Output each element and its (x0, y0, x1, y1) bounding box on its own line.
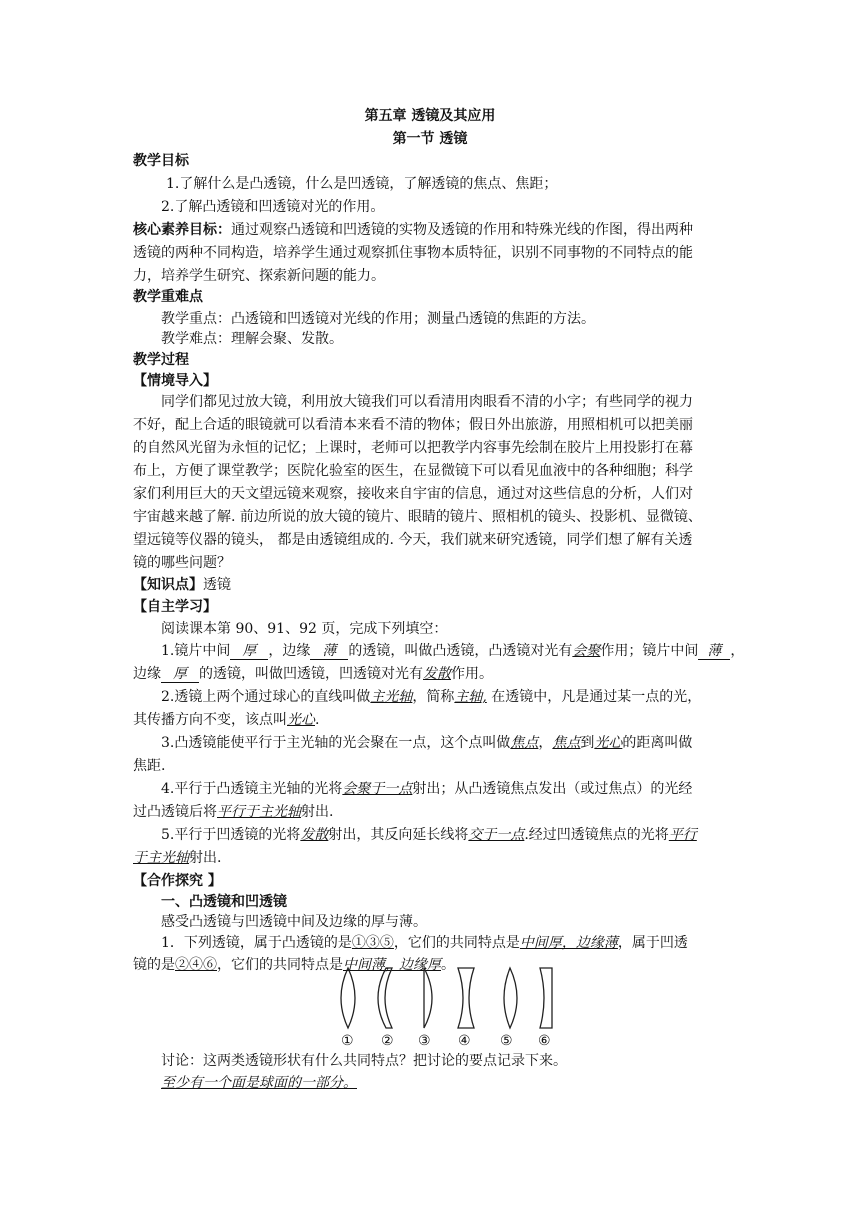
cq1-text-c: ，属于凹透 (617, 935, 688, 951)
keypoints-heading: 教学重难点 (133, 289, 203, 305)
lens-6-plano-concave (540, 968, 552, 1028)
q2-text-a: 2.透镜上两个通过球心的直线叫做 (161, 689, 371, 705)
knowledge-text: 透镜 (203, 577, 231, 593)
intro-line-6: 宇宙越来越了解. 前边所说的放大镜的镜片、眼睛的镜片、照相机的镜头、投影机、显微镜、 (133, 509, 702, 525)
q4-text-d: 射出. (301, 804, 334, 820)
q5-text-a: 5.平行于凹透镜的光将 (161, 827, 301, 843)
fill-question-5-cont (133, 848, 733, 868)
q5-blank-2: 交于一点 (468, 827, 525, 843)
q1-blank-3: 会聚 (572, 643, 601, 659)
q5-text-b: 射出，其反向延长线将 (328, 827, 469, 843)
lens-label-2: ② (381, 1033, 394, 1049)
core-line-2: 透镜的两种不同构造，培养学生通过观察抓住事物本质特征，识别不同事物的不同特点的能 (133, 245, 693, 261)
q1-text-e: ， (730, 643, 745, 659)
self-study-heading: 【自主学习】 (133, 599, 217, 615)
intro-line-5: 家们利用巨大的天文望远镜来观察，接收来自宇宙的信息，通过对这些信息的分析，人们对 (133, 486, 693, 502)
lens-label-1: ① (341, 1033, 354, 1049)
knowledge-heading: 【知识点】 (133, 577, 203, 593)
lens-label-4: ④ (458, 1033, 471, 1049)
q1-blank-5: 厚 (161, 666, 199, 683)
q4-text-a: 4.平行于凸透镜主光轴的光将 (161, 781, 343, 797)
intro-line-8: 镜的哪些问题？ (133, 555, 231, 571)
discussion-text: 讨论：这两类透镜形状有什么共同特点？把讨论的要点记录下来。 (161, 1053, 567, 1069)
cq1-text-a: 1．下列透镜，属于凸透镜的是 (161, 935, 352, 951)
q4-blank-1: 会聚于一点 (342, 781, 413, 797)
q1-text-a: 1.镜片中间 (161, 643, 231, 659)
q2-blank-2: 主轴, (454, 689, 487, 705)
fill-question-2-cont (133, 710, 733, 730)
fill-question-1-cont (133, 664, 733, 684)
cq1-text-f: 。 (441, 957, 455, 973)
self-study-lead: 阅读课本第 90、91、92 页，完成下列填空： (161, 621, 448, 637)
q2-text-e: . (315, 712, 320, 728)
q5-blank-4: 于主光轴 (133, 850, 189, 866)
q5-text-c: .经过凹透镜焦点的光将 (524, 827, 669, 843)
q2-text-c: 在透镜中，凡是通过某一点的光， (486, 689, 702, 705)
lens-label-3: ③ (418, 1033, 431, 1049)
cq1-blank-4: 中间薄，边缘厚 (343, 957, 441, 973)
q3-blank-2: 焦点 (552, 735, 581, 751)
goal-item-1: 1.了解什么是凸透镜，什么是凹透镜，了解透镜的焦点、焦距； (166, 176, 558, 192)
q1-text-d: 作用；镜片中间 (600, 643, 699, 659)
cq1-text-b: ，它们的共同特点是 (393, 935, 520, 951)
q2-blank-3: 光心 (287, 712, 315, 728)
q1-blank-1: 厚 (230, 643, 268, 660)
cq1-blank-3: ②④⑥ (175, 957, 217, 973)
q4-blank-2: 平行于主光轴 (217, 804, 301, 820)
q1-text-f: 边缘 (133, 666, 161, 682)
keypoints-focus: 教学重点：凸透镜和凹透镜对光线的作用；测量凸透镜的焦距的方法。 (161, 311, 595, 327)
q3-text-c: 到 (580, 735, 595, 751)
q5-blank-1: 发散 (300, 827, 329, 843)
process-heading: 教学过程 (133, 352, 189, 368)
core-line-3: 力，培养学生研究、探索新问题的能力。 (133, 268, 385, 284)
core-text-1: 通过观察凸透镜和凹透镜的实物及透镜的作用和特殊光线的作图，得出两种 (231, 222, 693, 238)
q3-text-b: ， (538, 735, 553, 751)
lens-label-5: ⑤ (500, 1033, 513, 1049)
cq1-blank-1: ①③⑤ (351, 935, 394, 951)
intro-line-2: 不好，配上合适的眼镜就可以看清本来看不清的物体；假日外出旅游，用照相机可以把美丽 (133, 417, 693, 433)
lens-figure (320, 965, 560, 1031)
q2-blank-1: 主光轴 (370, 689, 413, 705)
q1-text-c: 的透镜，叫做凸透镜，凸透镜对光有 (348, 643, 573, 659)
cq1-text-e: ，它们的共同特点是 (217, 957, 343, 973)
fill-question-4-cont (133, 802, 733, 822)
core-line-1 (133, 220, 733, 240)
intro-line-1: 同学们都见过放大镜，利用放大镜我们可以看清用肉眼看不清的小字；有些同学的视力 (161, 394, 693, 410)
coop-lead: 感受凸透镜与凹透镜中间及边缘的厚与薄。 (161, 914, 427, 930)
q1-blank-6: 发散 (423, 666, 451, 682)
goal-item-2: 2.了解凸透镜和凹透镜对光的作用。 (161, 199, 385, 215)
q5-text-d: 射出. (189, 850, 222, 866)
q2-text-b: ，简称 (412, 689, 455, 705)
intro-line-4: 布上，方便了课堂教学；医院化验室的医生，在显微镜下可以看见血液中的各种细胞；科学 (133, 463, 693, 479)
fill-question-3 (161, 733, 761, 753)
coop-question-1 (161, 933, 761, 953)
keypoints-difficulty: 教学难点：理解会聚、发散。 (161, 331, 343, 347)
lens-label-6: ⑥ (538, 1033, 551, 1049)
knowledge-line (133, 575, 733, 595)
cq1-text-d: 镜的是 (133, 957, 175, 973)
q1-text-g: 的透镜，叫做凹透镜，凹透镜对光有 (199, 666, 423, 682)
intro-line-7: 望远镜等仪器的镜头， 都是由透镜组成的. 今天，我们就来研究透镜，同学们想了解有关透 (133, 532, 693, 548)
coop-heading: 【合作探究 】 (133, 873, 222, 889)
goals-heading: 教学目标 (133, 153, 189, 169)
q3-blank-1: 焦点 (510, 735, 539, 751)
q5-blank-3: 平行 (668, 827, 697, 843)
q1-text-h: 作用。 (451, 666, 493, 682)
lens-5-meniscus-convex (504, 968, 517, 1028)
lens-3-plano-convex (424, 968, 432, 1028)
discussion-answer-text: 至少有一个面是球面的一部分。 (161, 1075, 357, 1091)
q1-blank-2: 薄 (310, 643, 348, 660)
discussion-answer (161, 1073, 761, 1093)
core-heading: 核心素养目标： (133, 222, 231, 238)
q3-blank-3: 光心 (594, 735, 623, 751)
fill-question-2 (161, 687, 761, 707)
q3-text-d: 的距离叫做 (622, 735, 693, 751)
q4-text-b: 射出；从凸透镜焦点发出（或过焦点）的光经 (412, 781, 693, 797)
cq1-blank-2: 中间厚，边缘薄 (519, 935, 618, 951)
q1-blank-4: 薄 (698, 643, 730, 660)
fill-question-1 (161, 641, 761, 661)
q1-text-b: ，边缘 (268, 643, 311, 659)
q3-text-a: 3.凸透镜能使平行于主光轴的光会聚在一点，这个点叫做 (161, 735, 511, 751)
coop-subheading: 一、凸透镜和凹透镜 (161, 894, 287, 910)
lens-2-meniscus-concave (378, 968, 392, 1028)
lens-1-biconvex (341, 968, 355, 1028)
fill-question-5 (161, 825, 761, 845)
q4-text-c: 过凸透镜后将 (133, 804, 217, 820)
intro-heading: 【情境导入】 (133, 373, 217, 389)
fill-question-3-cont: 焦距. (133, 758, 166, 774)
section-title: 第一节 透镜 (392, 131, 468, 147)
q2-text-d: 其传播方向不变，该点叫 (133, 712, 287, 728)
chapter-title: 第五章 透镜及其应用 (364, 108, 496, 124)
intro-line-3: 的自然风光留为永恒的记忆；上课时，老师可以把教学内容事先绘制在胶片上用投影打在幕 (133, 440, 693, 456)
fill-question-4 (161, 779, 761, 799)
lens-4-biconcave (458, 968, 474, 1028)
